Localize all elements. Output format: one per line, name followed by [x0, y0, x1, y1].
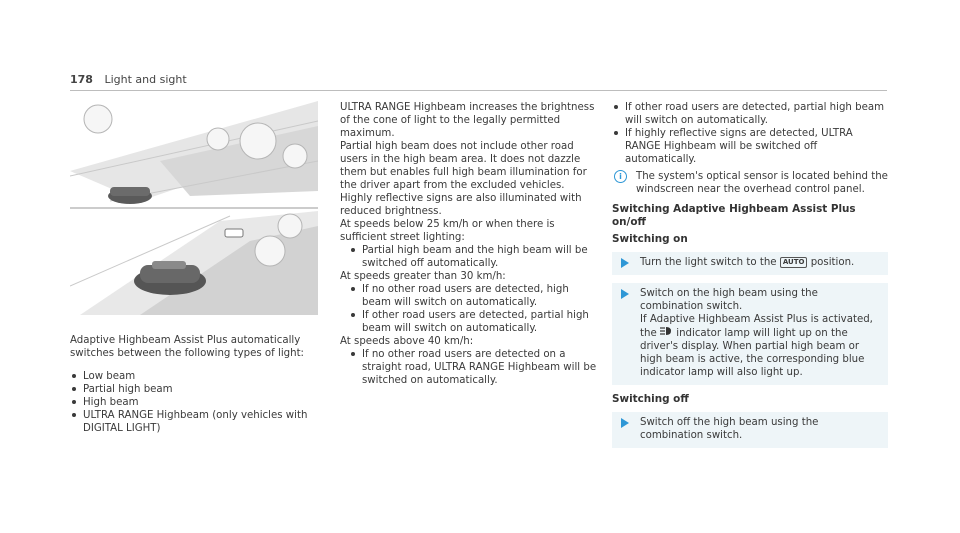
step: Switch off the high beam using the combination switch.: [612, 412, 888, 448]
bullet-icon: [72, 400, 76, 404]
bullet-icon: [614, 105, 618, 109]
paragraph: Partial high beam does not include other road users in the high beam area. It does not dazzle them but enables full high beam illumination for the driver apart from the excluded vehicles. Highly reflective signs are also illuminated with reduced brightness.: [340, 141, 587, 217]
info-note: i The system's optical sensor is located behind the windscreen near the overhead control panel.: [612, 170, 888, 196]
step: Turn the light switch to the AUTO position.: [612, 252, 888, 275]
arrow-icon: [621, 289, 629, 299]
bullet-icon: [351, 248, 355, 252]
bullet-icon: [72, 413, 76, 417]
highbeam-illustration: [70, 101, 318, 315]
column-3: [612, 101, 888, 456]
col1-intro: Adaptive Highbeam Assist Plus automatically switches between the following types of light:: [70, 335, 304, 360]
paragraph: At speeds below 25 km/h or when there is sufficient street lighting:: [340, 219, 555, 243]
subheading-switching-off: Switching off: [612, 393, 689, 405]
list-item: If highly reflective signs are detected, ULTRA RANGE Highbeam will be switched off automatically.: [612, 127, 888, 166]
bullet-list: [612, 101, 888, 166]
list-item: If no other road users are detected, high beam will switch on automatically.: [349, 283, 600, 309]
step: Switch on the high beam using the combination switch. If Adaptive Highbeam Assist Plus is activated, the indicator lamp will light up on the driver's display. When partial high beam or high beam is active, the corresponding blue indicator lamp will also light up.: [612, 283, 888, 385]
paragraph: At speeds above 40 km/h:: [340, 336, 474, 347]
bullet-icon: [614, 131, 618, 135]
arrow-icon: [621, 258, 629, 268]
paragraph: ULTRA RANGE Highbeam increases the brightness of the cone of light to the legally permitted maximum.: [340, 102, 595, 139]
paragraph: At speeds greater than 30 km/h:: [340, 271, 506, 282]
list-item: Partial high beam and the high beam will be switched off automatically.: [349, 244, 600, 270]
section-title: Light and sight: [104, 73, 187, 86]
bullet-icon: [72, 387, 76, 391]
bullet-icon: [351, 313, 355, 317]
header-divider: [70, 90, 887, 91]
subheading-switching-on: Switching on: [612, 233, 688, 245]
bullet-icon: [351, 352, 355, 356]
auto-symbol-icon: AUTO: [780, 257, 808, 268]
list-item: Partial high beam: [70, 383, 318, 396]
list-item: If no other road users are detected on a straight road, ULTRA RANGE Highbeam will be switched on automatically.: [349, 348, 600, 387]
list-item: ULTRA RANGE Highbeam (only vehicles with DIGITAL LIGHT): [70, 409, 318, 435]
bullet-list: [340, 283, 600, 335]
arrow-icon: [621, 418, 629, 428]
light-types-list: [70, 370, 318, 435]
section-heading: Switching Adaptive Highbeam Assist Plus on/off: [612, 203, 856, 228]
bullet-icon: [72, 374, 76, 378]
column-2: [340, 101, 600, 387]
info-icon: i: [614, 170, 627, 183]
page-header: [70, 73, 187, 86]
list-item: If other road users are detected, partial high beam will switch on automatically.: [612, 101, 888, 127]
high-beam-lamp-icon: [660, 326, 673, 340]
bullet-list: [340, 244, 600, 270]
list-item: High beam: [70, 396, 318, 409]
column-1: [70, 324, 318, 435]
list-item: Low beam: [70, 370, 318, 383]
list-item: If other road users are detected, partial high beam will switch on automatically.: [349, 309, 600, 335]
bullet-icon: [351, 287, 355, 291]
page-number: 178: [70, 73, 93, 86]
road-scene-icon: [70, 101, 318, 315]
bullet-list: [340, 348, 600, 387]
